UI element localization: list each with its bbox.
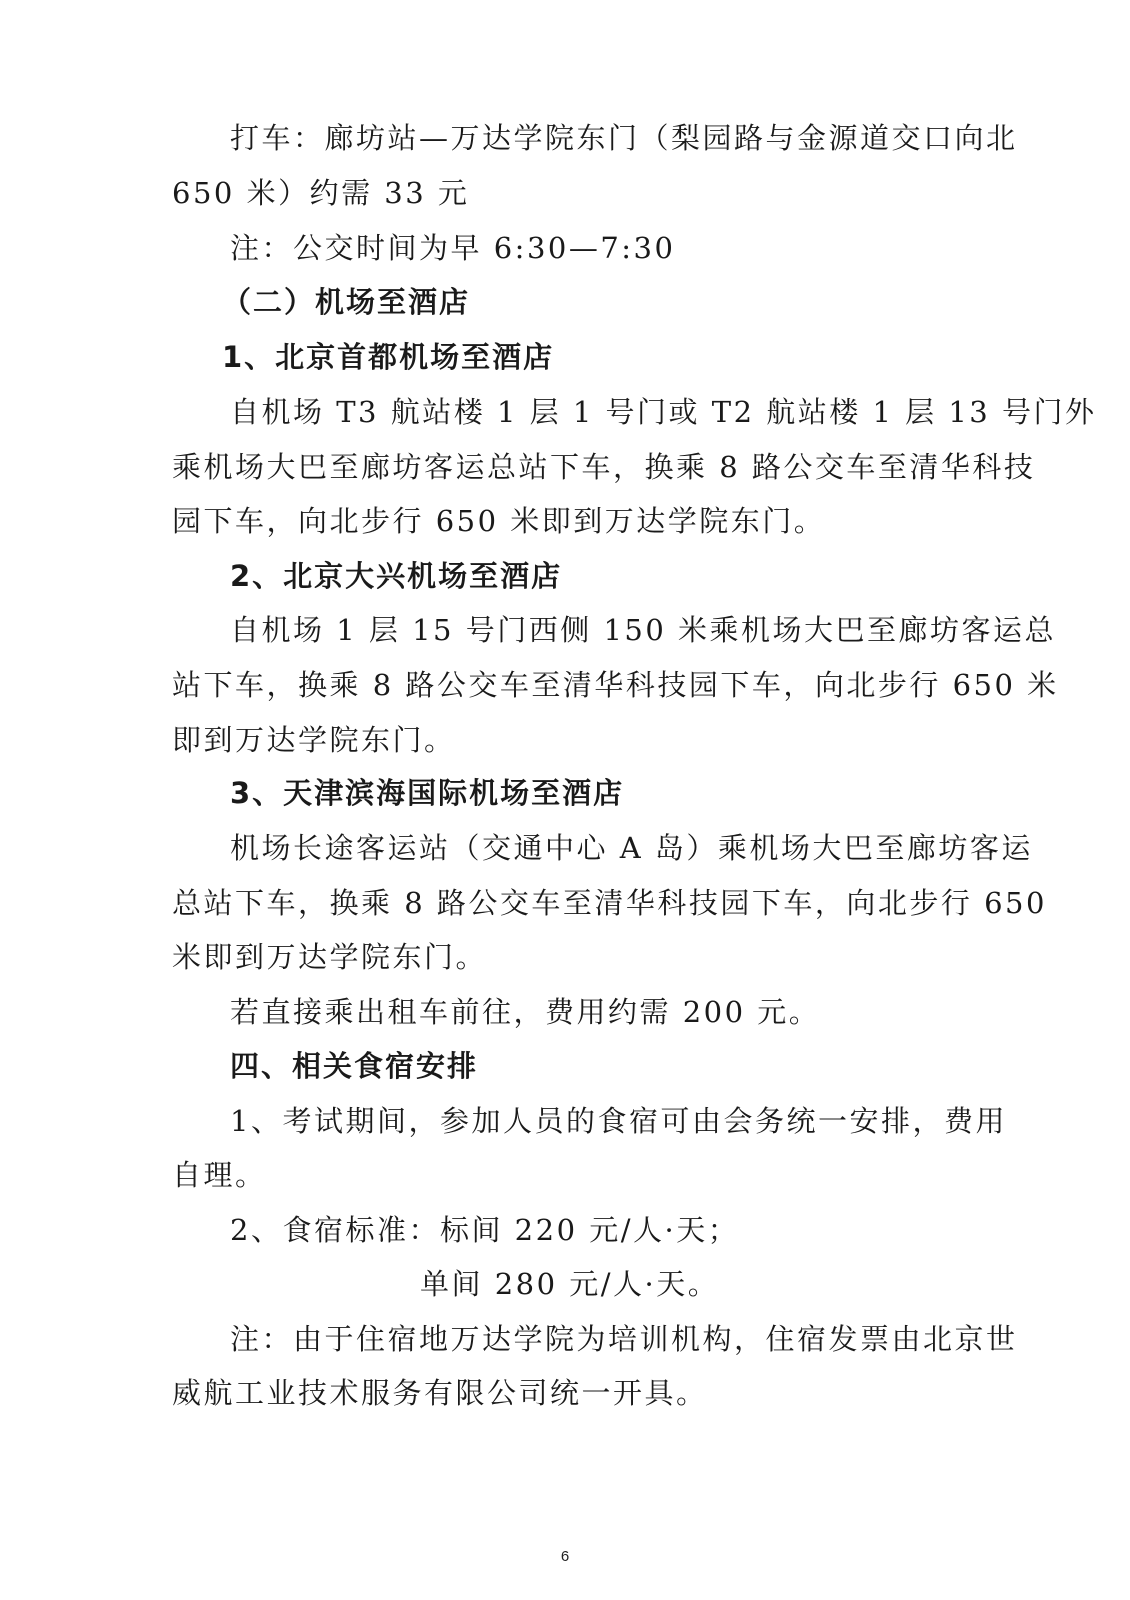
- item-heading-capital-airport: 1、北京首都机场至酒店: [222, 340, 555, 374]
- daxing-airport-line: 即到万达学院东门。: [172, 723, 456, 757]
- capital-airport-line: 园下车，向北步行 650 米即到万达学院东门。: [172, 504, 826, 538]
- food-standard-line-2: 单间 280 元/人·天。: [420, 1267, 720, 1301]
- invoice-note-line: 威航工业技术服务有限公司统一开具。: [172, 1376, 708, 1410]
- tianjin-airport-line: 机场长途客运站（交通中心 A 岛）乘机场大巴至廊坊客运: [230, 831, 1033, 865]
- daxing-airport-line: 站下车，换乘 8 路公交车至清华科技园下车，向北步行 650 米: [172, 668, 1059, 702]
- bus-time-note: 注：公交时间为早 6:30—7:30: [230, 231, 676, 265]
- food-item-1-line: 1、考试期间，参加人员的食宿可由会务统一安排，费用: [230, 1104, 1007, 1138]
- capital-airport-line: 乘机场大巴至廊坊客运总站下车，换乘 8 路公交车至清华科技: [172, 450, 1036, 484]
- daxing-airport-line: 自机场 1 层 15 号门西侧 150 米乘机场大巴至廊坊客运总: [230, 613, 1057, 647]
- section-heading-airport: （二）机场至酒店: [222, 285, 471, 319]
- taxi-line-2: 650 米）约需 33 元: [172, 176, 470, 210]
- section-heading-food-lodging: 四、相关食宿安排: [230, 1049, 479, 1083]
- document-page: [172, 0, 1097, 1600]
- taxi-line-1: 打车：廊坊站—万达学院东门（梨园路与金源道交口向北: [230, 121, 1018, 155]
- page-number: 6: [560, 1548, 570, 1565]
- capital-airport-line: 自机场 T3 航站楼 1 层 1 号门或 T2 航站楼 1 层 13 号门外: [230, 395, 1097, 429]
- taxi-fare-note: 若直接乘出租车前往，费用约需 200 元。: [230, 995, 821, 1029]
- item-heading-daxing-airport: 2、北京大兴机场至酒店: [230, 559, 563, 593]
- tianjin-airport-line: 总站下车，换乘 8 路公交车至清华科技园下车，向北步行 650: [172, 886, 1047, 920]
- item-heading-tianjin-airport: 3、天津滨海国际机场至酒店: [230, 776, 625, 810]
- invoice-note-line: 注：由于住宿地万达学院为培训机构，住宿发票由北京世: [230, 1322, 1018, 1356]
- food-standard-line-1: 2、食宿标准：标间 220 元/人·天；: [230, 1213, 740, 1247]
- tianjin-airport-line: 米即到万达学院东门。: [172, 940, 488, 974]
- food-item-1-line: 自理。: [172, 1158, 267, 1192]
